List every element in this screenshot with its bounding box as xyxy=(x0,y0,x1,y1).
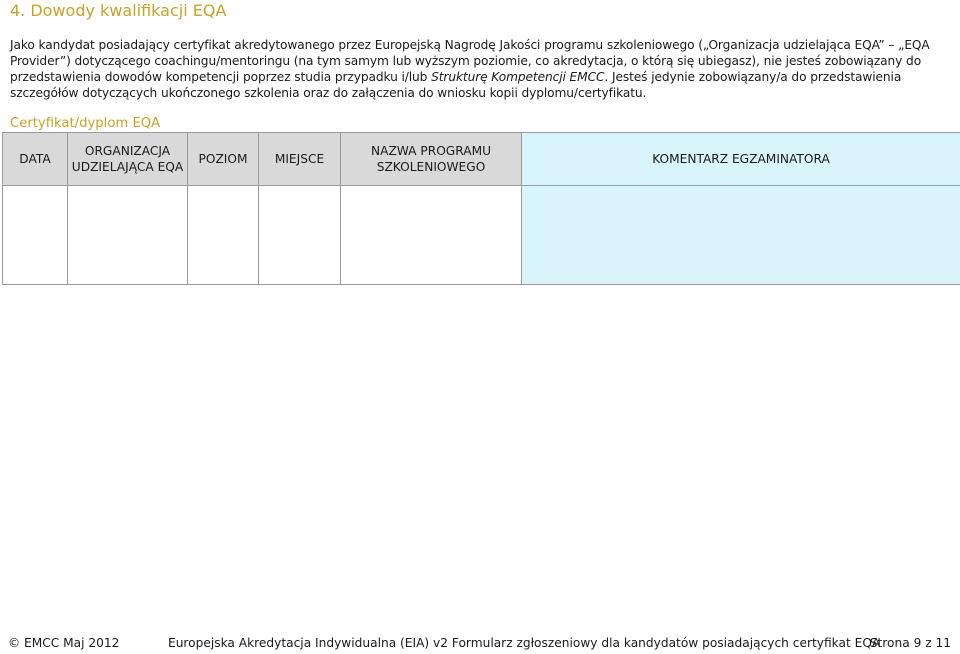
table-row xyxy=(3,186,960,285)
header-place: MIEJSCE xyxy=(259,133,341,186)
cell-organization[interactable] xyxy=(68,186,188,285)
header-date: DATA xyxy=(3,133,68,186)
footer-document-title: Europejska Akredytacja Indywidualna (EIA) v2 Formularz zgłoszeniowy dla kandydatów posiadających certyfikat EQA xyxy=(168,636,881,650)
footer-copyright: © EMCC Maj 2012 xyxy=(8,636,120,650)
table-title: Certyfikat/dyplom EQA xyxy=(10,116,161,131)
intro-text-part1: Jako kandydat posiadający certyfikat akredytowanego przez Europejską Nagrodę Jakości programu szkoleniowego („Organizacja udzielająca EQA” – „EQA Provider”) dotyczącego coachingu/mentoringu (na tym samym lub wyższym poziomie, co akredytacja, o którą się ubiegasz), nie jesteś zobowiązany do przedstawienia dowodów kompetencji poprzez studia przypadku i/lub xyxy=(10,38,930,84)
cell-examiner-comment[interactable] xyxy=(522,186,960,285)
intro-paragraph xyxy=(10,37,960,101)
cell-place[interactable] xyxy=(259,186,341,285)
cell-level[interactable] xyxy=(188,186,259,285)
intro-text-emphasis: Strukturę Kompetencji EMCC xyxy=(431,70,605,84)
table-header-row xyxy=(3,133,960,186)
intro-text-part2: . Jesteś jedynie zobowiązany/a do przedstawienia szczegółów dotyczących ukończonego szkolenia oraz do załączenia do wniosku kopii dyplomu/certyfikatu. xyxy=(10,70,902,100)
page-footer xyxy=(0,634,960,654)
header-level: POZIOM xyxy=(188,133,259,186)
header-program-name: NAZWA PROGRAMU SZKOLENIOWEGO xyxy=(341,133,522,186)
cell-program-name[interactable] xyxy=(341,186,522,285)
cell-date[interactable] xyxy=(3,186,68,285)
section-heading: 4. Dowody kwalifikacji EQA xyxy=(10,1,227,20)
footer-page-number: Strona 9 z 11 xyxy=(869,636,951,650)
header-examiner-comment: KOMENTARZ EGZAMINATORA xyxy=(522,133,960,186)
header-organization: ORGANIZACJA UDZIELAJĄCA EQA xyxy=(68,133,188,186)
certificate-table xyxy=(2,132,960,285)
